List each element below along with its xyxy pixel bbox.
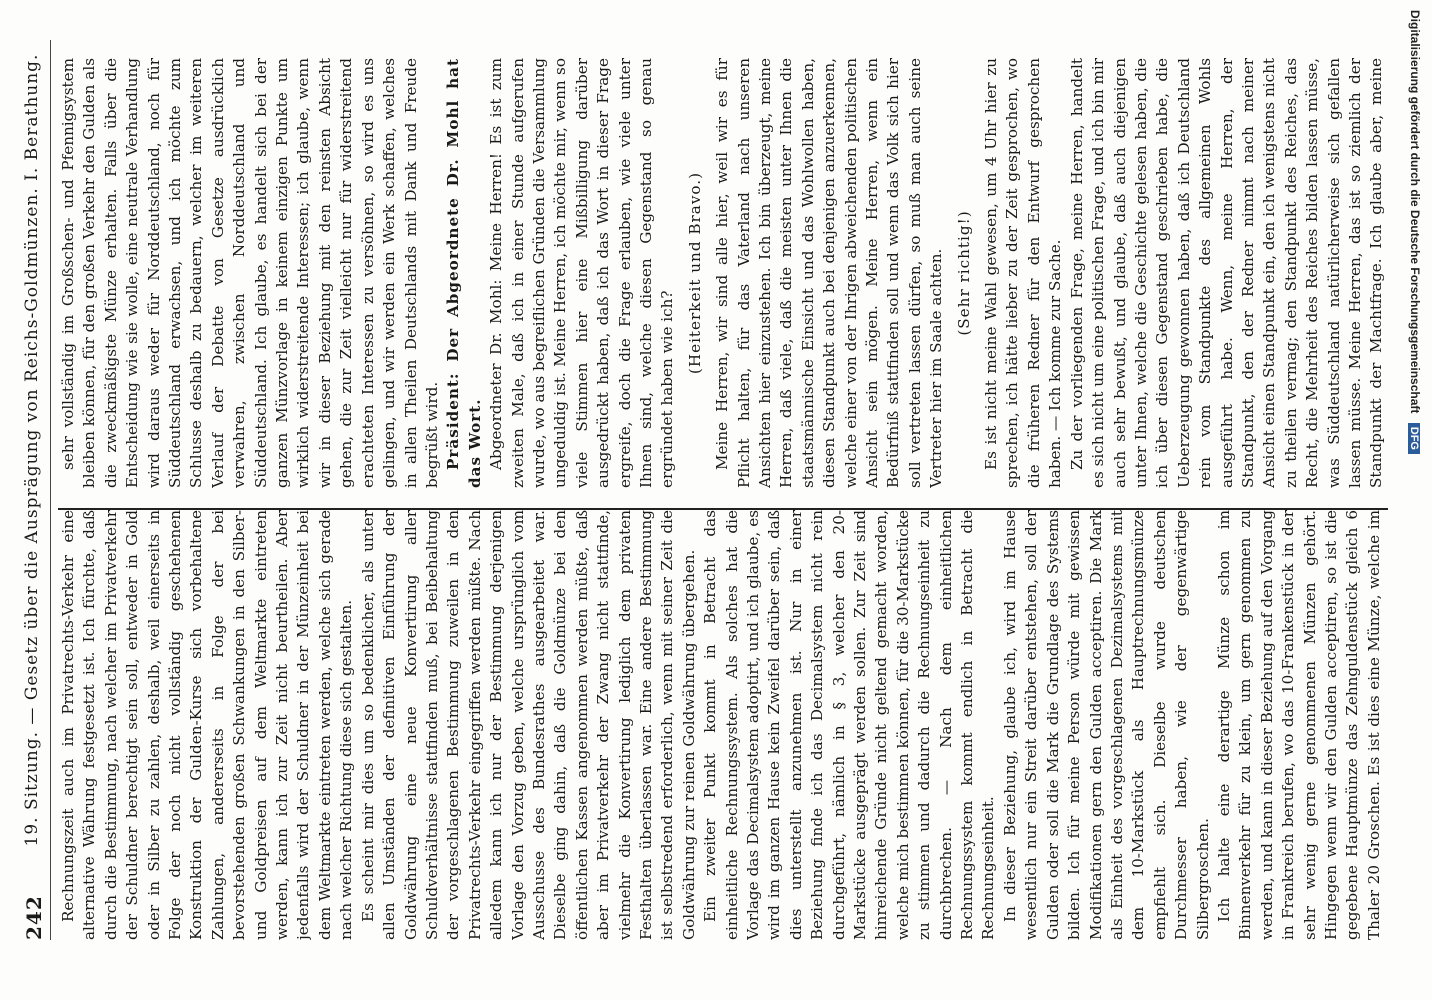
stage-direction: (Sehr richtig!) xyxy=(954,210,973,336)
paragraph: In dieser Beziehung, glaube ich, wird im Hause wesentlich nur ein Streit darüber entstehen, soll der Gulden oder soll die Mark die Grundlage des Systems bilden. Ich für meine Person würde mit gewissen Modifikationen gern den Gulden acceptiren. Die Mark als Einheit des vorgeschlagenen Dezimalsystems mit dem 10-Markstück als Hauptrechnungsmünze empfiehlt sich. Dieselbe wurde deutschen Durchmesser haben, wie der gegenwärtige Silbergroschen. xyxy=(1000,510,1212,940)
president-statement: Präsident: Der Abgeordnete Dr. Mohl hat das Wort. xyxy=(444,58,484,488)
dfg-logo: DFG xyxy=(1408,423,1420,454)
paragraph: Ein zweiter Punkt kommt in Betracht das einheitliche Rechnungssystem. Als solches hat die Vorlage das Decimalsystem adoptirt, und ich glaube, es wird im ganzen Hause kein Zweifel darüber sein, daß dies unterstellt anzunehmen ist. Nur in einer Beziehung finde ich das Decimalsystem nicht rein durchgeführt, nämlich in § 3, welcher den 20-Markstücke ausgeprägt werden sollen. Zur Zeit sind hinreichende Gründe nicht geltend gemacht worden, welche mich bestimmen können, für die 30-Markstücke zu stimmen und dadurch die Rechnungseinheit zu durchbrechen. — Nach dem einheitlichen Rechnungssystem kommt endlich in Betracht die Rechnungseinheit. xyxy=(701,510,998,940)
document-page xyxy=(0,20,1400,980)
credit-text: Digitalisierung gefördert durch die Deutsche Forschungsgemeinschaft xyxy=(1408,10,1422,414)
paragraph: Es scheint mir dies um so bedenklicher, als unter allen Umständen der definitiven Einführung der Goldwährung eine neue Konvertirung aller Schuldverhältnisse stattfinden muß, bei Beibehaltung der vorgeschlagenen Bestimmung zuweilen in den Privatrechts-Verkehr eingegriffen werden müßte. Nach alledem kann ich nur der Bestimmung derjenigen Vorlage den Vorzug geben, welche ursprünglich vom Ausschusse des Bundesrathes ausgearbeitet war. Dieselbe ging dahin, daß die Goldmünze bei den öffentlichen Kassen angenommen werden müßte, daß aber im Privatverkehr der Zwang nicht stattfinde, vielmehr die Konvertirung lediglich dem privaten Festhalten überlassen war. Eine andere Bestimmung ist selbstredend erforderlich, wenn mit seiner Zeit die Goldwährung zur reinen Goldwährung übergehen. xyxy=(358,510,698,940)
stage-direction: (Heiterkeit und Bravo.) xyxy=(685,171,704,375)
page-header xyxy=(22,40,52,940)
speaker-paragraph: Abgeordneter Dr. Mohl: Meine Herren! Es ist zum zweiten Male, daß ich in einer Stunde aufgerufen wurde, wo aus begreiflichen Gründen die Versammlung ungeduldig ist. Meine Herren, ich möchte mir, wenn so viele Stimmen hier eine Mißbilligung darüber ausgedrückt haben, daß ich das Wort in dieser Frage ergreife, doch die Frage erlauben, wie viele unter Ihnen sind, welche diesen Gegenstand so genau ergründet haben wie ich? xyxy=(487,58,677,488)
paragraph: Zu der vorliegenden Frage, meine Herren, handelt es sich nicht um eine politischen Frage, und ich bin mir auch sehr bewußt, und glaube, daß auch diejenigen unter Ihnen, welche die Geschichte gelesen haben, die ich über diesen Gegenstand geschrieben habe, die Ueberzeugung gewonnen haben, daß ich Deutschland rein vom Standpunkte des allgemeinen Wohls ausgeführt habe. Wenn, meine Herren, der Standpunkt, den der Redner nimmt nach meiner Ansicht einen Standpunkt ein, den ich wenigstens nicht zu theilen vermag; den Standpunkt des Reiches, das Recht, die Mehrheit des Reiches bilden lassen müsse, was Süddeutschland natürlicherweise sich gefallen lassen müsse. Meine Herren, das ist so ziemlich der Standpunkt der Machtfrage. Ich glaube aber, meine xyxy=(1067,58,1386,488)
header-rule xyxy=(50,40,51,940)
right-text-column xyxy=(58,58,1388,488)
running-head: 19. Sitzung. — Gesetz über die Ausprägung von Reichs-Goldmünzen. I. Berathung. xyxy=(22,53,42,847)
paragraph: Rechnungszeit auch im Privatrechts-Verkehr eine alternative Währung festgesetzt ist. Ich fürchte, daß durch die Bestimmung, nach welcher im Privatverkehr der Schuldner berechtigt sein soll, entweder in Gold oder in Silber zu zahlen, deshalb, weil einerseits in Folge der noch nicht vollständig geschehenen Konstruktion der Gulden-Kurse sich vorbehaltene Zahlungen, andererseits in Folge der bei bevorstehenden großen Schwankungen in den Silber- und Goldpreisen auf dem Weltmarkte eintreten werden, kann ich zur Zeit nicht beurtheilen. Aber jedenfalls wird der Schuldner in der Münzeinheit bei dem Weltmarkte eintreten werden, welche sich gerade nach welcher Richtung diese sich gestalten. xyxy=(59,510,356,940)
digitization-credit xyxy=(1402,10,1424,990)
page-number: 242 xyxy=(22,895,46,940)
left-text-column xyxy=(58,510,1388,940)
column-divider xyxy=(58,508,1388,510)
paragraph: Es ist nicht meine Wahl gewesen, um 4 Uhr hier zu sprechen, ich hätte lieber zu der Zeit gesprochen, wo die früheren Redner für den Entwurf gesprochen haben. — Ich komme zur Sache. xyxy=(982,58,1065,488)
paragraph: Ich halte eine derartige Münze schon im Binnenverkehr für zu klein, um gern genommen zu werden, und kann in dieser Beziehung auf den Vorgang in Frankreich berufen, wo das 10-Frankenstück in der sehr wenig gerne genommenen Münzen gehört. Hingegen wenn wir den Gulden acceptiren, so ist die gegebene Hauptmünze das Zehnguldenstück gleich 6 Thaler 20 Groschen. Es ist dies eine Münze, welche im xyxy=(1214,510,1383,940)
paragraph: sehr vollständig im Großschen- und Pfennigsystem bleiben können, für den großen Verkehr den Gulden als die zweckmäßigste Münze erhalten. Falls über die Entscheidung wie sie wolle, eine neutrale Verhandlung wird daraus weder für Norddeutschland, noch für Süddeutschland erwachsen, und ich möchte zum Schlusse deshalb zu bedauern, welcher im weiteren Verlauf der Debatte von Gesetze ausdrücklich verwahren, zwischen Norddeutschland und Süddeutschland. Ich glaube, es handelt sich bei der ganzen Münzvorlage in keinem einzigen Punkte um wirklich widerstreitende Interessen; ich glaube, wenn wir in dieser Beziehung mit den reinsten Absicht gehen, die zur Zeit vielleicht nur für widerstreitend erachteten Interessen zu versöhnen, so wird es uns gelingen, und wir werden ein Werk schaffen, welches in allen Theilen Deutschlands mit Dank und Freude begrüßt wird. xyxy=(59,58,441,488)
paragraph: Meine Herren, wir sind alle hier, weil wir es für Pflicht halten, für das Vaterland nach unseren Ansichten hier einzustehen. Ich bin überzeugt, meine Herren, daß viele, daß die meisten unter Ihnen die staatsmännische Einsicht und das Wohlwollen haben, diesen Standpunkt auch bei denjenigen anzuerkennen, welche einer von der Ihrigen abweichenden politischen Ansicht sein mögen. Meine Herren, wenn ein Bedürfniß stattfinden soll und wenn das Volk sich hier soll vertreten lassen dürfen, so muß man auch seine Vertreter hier im Saale achten. xyxy=(713,58,946,488)
